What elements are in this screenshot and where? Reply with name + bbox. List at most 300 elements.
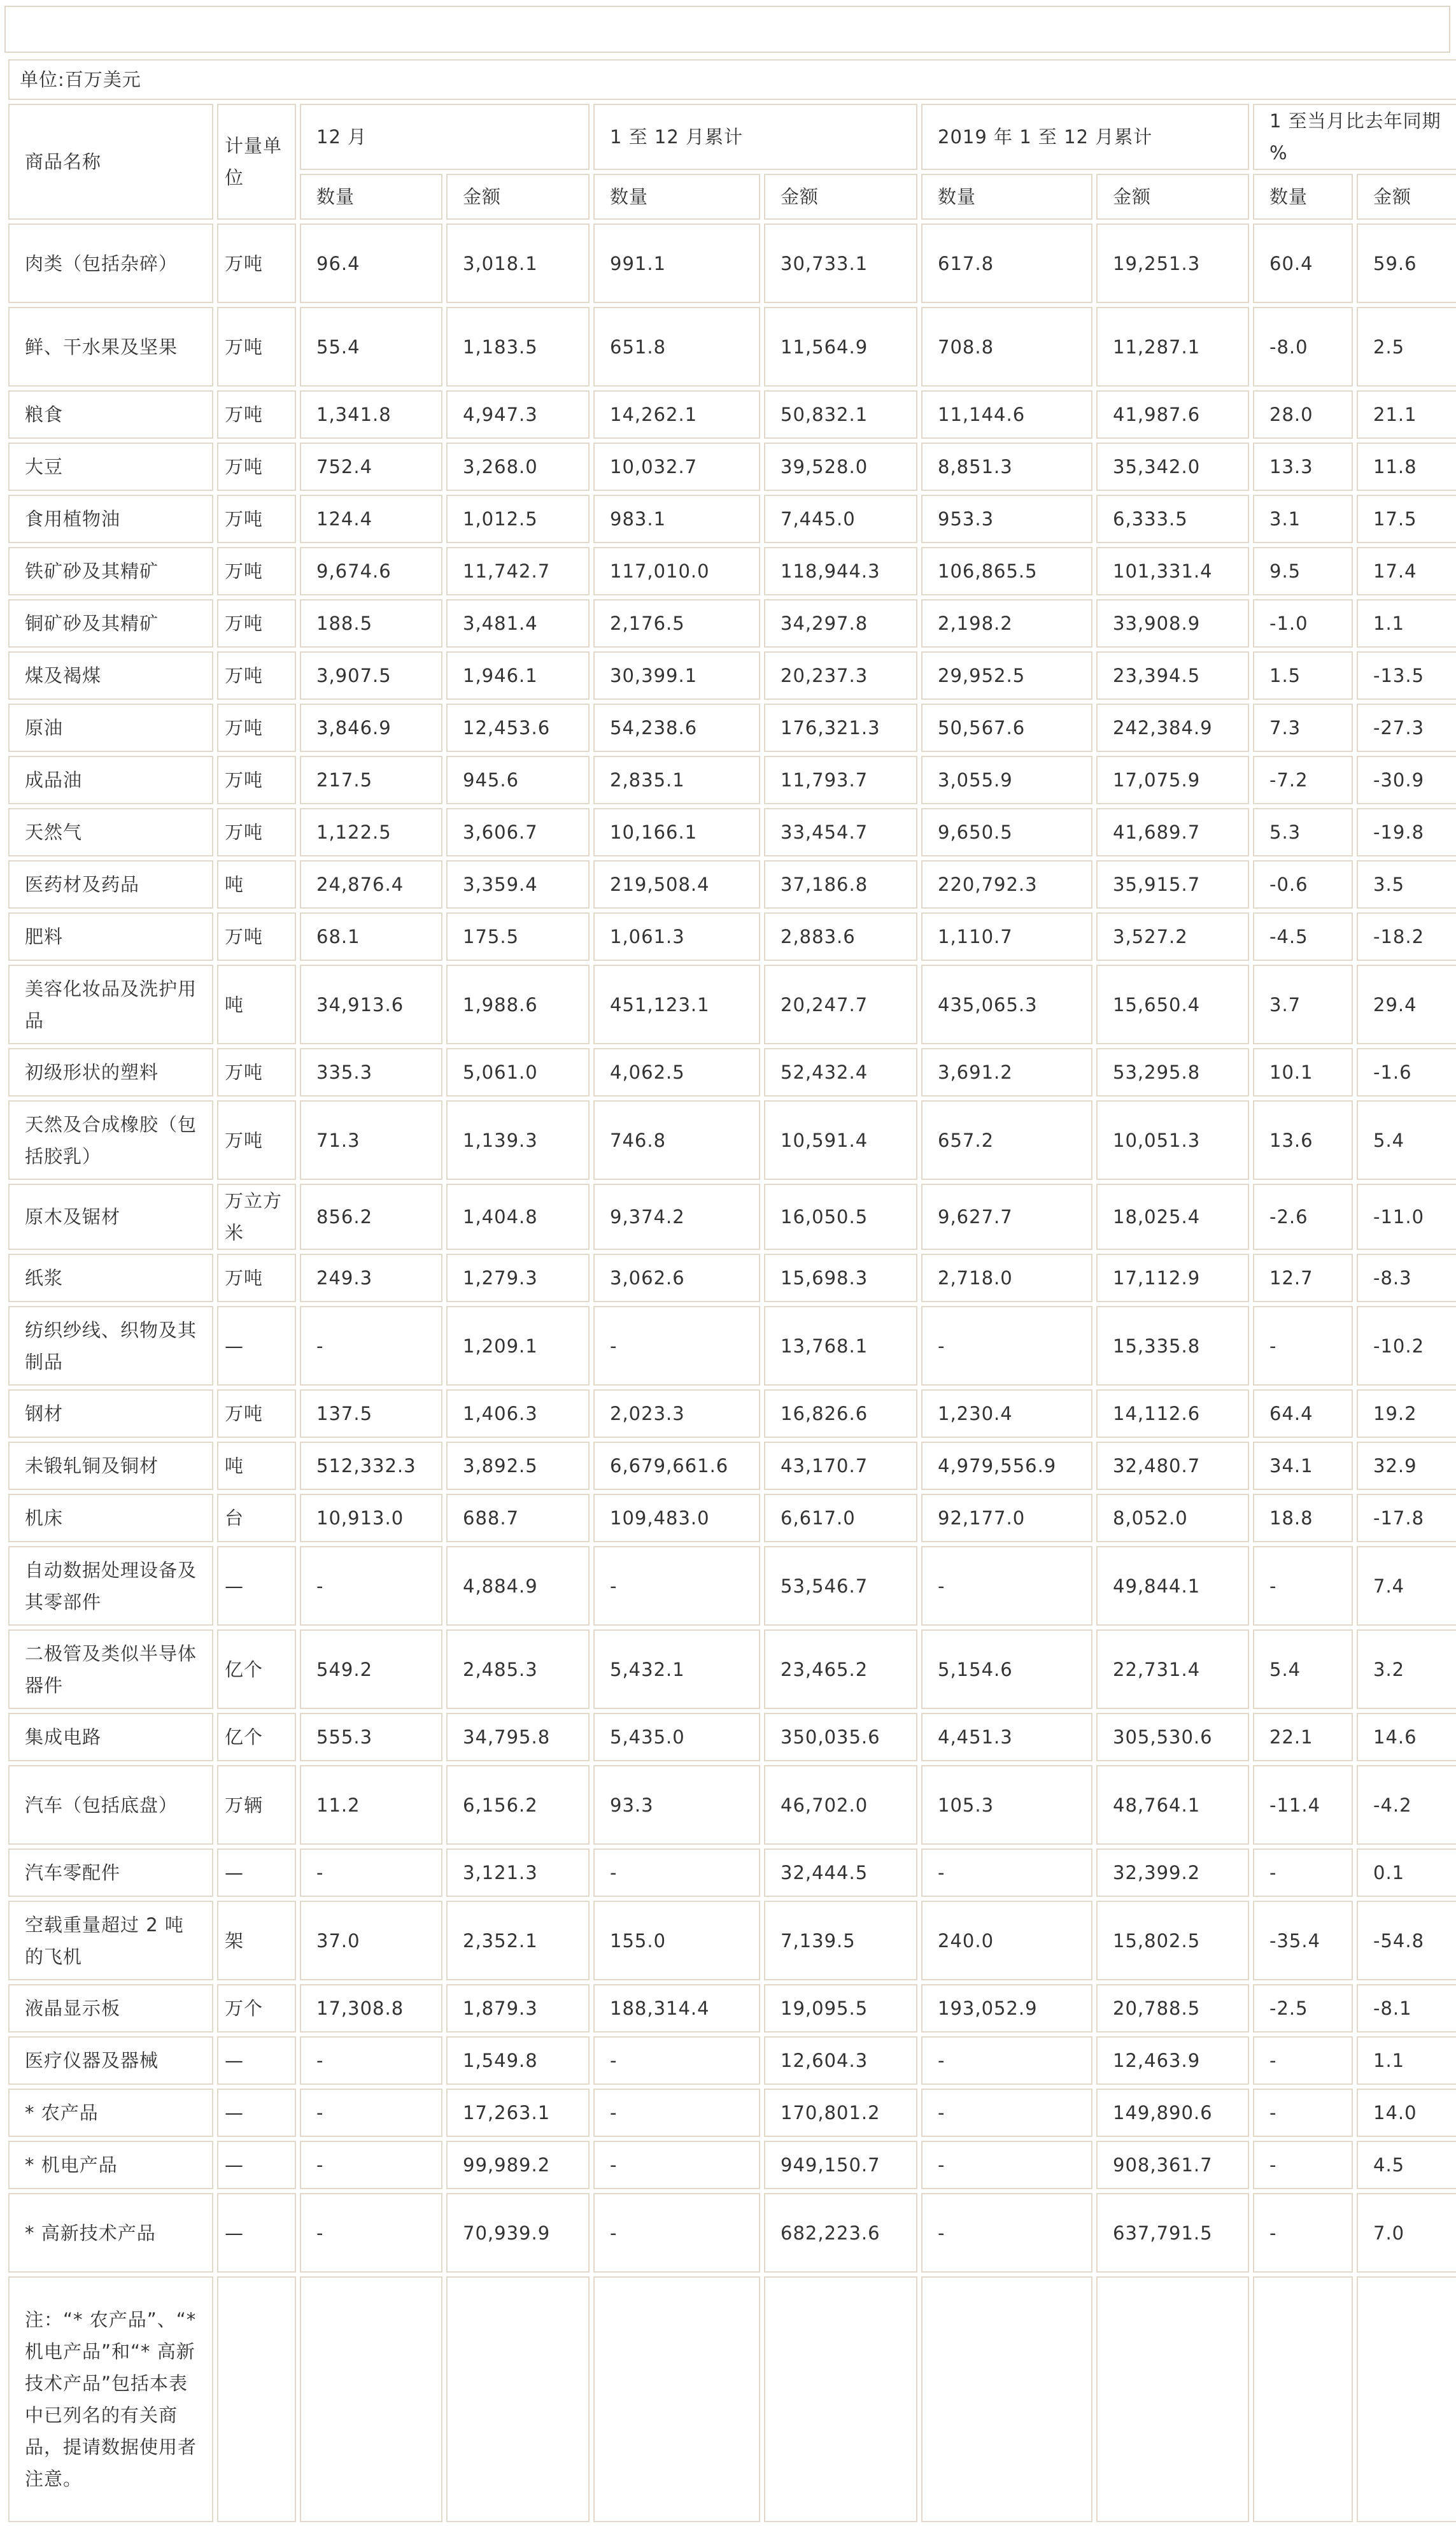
measure-unit-cell: 万吨 [217, 443, 296, 491]
measure-unit-cell: 架 [217, 1901, 296, 1980]
measure-unit-cell: 万吨 [217, 1389, 296, 1438]
value-cell: 1,183.5 [446, 307, 590, 387]
measure-unit-cell: 台 [217, 1494, 296, 1542]
value-cell: 20,788.5 [1096, 1984, 1249, 2033]
table-row [8, 1713, 1456, 1761]
value-cell: - [593, 2036, 760, 2085]
value-cell: 175.5 [446, 912, 590, 961]
value-cell: 28.0 [1253, 390, 1353, 439]
measure-unit-cell: 万吨 [217, 912, 296, 961]
value-cell: 60.4 [1253, 224, 1353, 303]
value-cell: 41,987.6 [1096, 390, 1249, 439]
value-cell: 13.3 [1253, 443, 1353, 491]
measure-unit-cell: 万吨 [217, 704, 296, 752]
value-cell: 5,432.1 [593, 1629, 760, 1709]
commodity-name-cell: 空载重量超过 2 吨的飞机 [8, 1901, 213, 1980]
header-amount: 金额 [446, 174, 590, 220]
value-cell: 101,331.4 [1096, 547, 1249, 595]
value-cell: 35,915.7 [1096, 860, 1249, 909]
value-cell: 11.8 [1357, 443, 1456, 491]
unit-row [8, 59, 1456, 100]
value-cell: 34,297.8 [764, 599, 917, 648]
value-cell: 32.9 [1357, 1442, 1456, 1490]
value-cell: 17,308.8 [300, 1984, 442, 2033]
value-cell: - [1253, 2036, 1353, 2085]
value-cell: 3.2 [1357, 1629, 1456, 1709]
value-cell: 220,792.3 [921, 860, 1092, 909]
value-cell: -54.8 [1357, 1901, 1456, 1980]
measure-unit-cell: 吨 [217, 1442, 296, 1490]
value-cell: 3,606.7 [446, 808, 590, 856]
table-row [8, 1048, 1456, 1096]
value-cell: 637,791.5 [1096, 2193, 1249, 2273]
value-cell: - [1253, 2089, 1353, 2137]
header-quantity: 数量 [593, 174, 760, 220]
measure-unit-cell: 吨 [217, 965, 296, 1044]
measure-unit-cell: — [217, 2141, 296, 2189]
value-cell: 3,062.6 [593, 1254, 760, 1302]
value-cell: 12,604.3 [764, 2036, 917, 2085]
value-cell: 53,546.7 [764, 1546, 917, 1626]
table-row [8, 965, 1456, 1044]
value-cell: 55.4 [300, 307, 442, 387]
empty-cell [1357, 2276, 1456, 2522]
value-cell: 50,832.1 [764, 390, 917, 439]
value-cell: 4.5 [1357, 2141, 1456, 2189]
empty-cell [1096, 2276, 1249, 2522]
value-cell: 20,247.7 [764, 965, 917, 1044]
table-row [8, 1629, 1456, 1709]
value-cell: 22,731.4 [1096, 1629, 1249, 1709]
value-cell: -8.1 [1357, 1984, 1456, 2033]
measure-unit-cell: — [217, 2193, 296, 2273]
value-cell: 18.8 [1253, 1494, 1353, 1542]
value-cell: -13.5 [1357, 651, 1456, 700]
value-cell: - [300, 2089, 442, 2137]
value-cell: 7,445.0 [764, 495, 917, 543]
value-cell: 68.1 [300, 912, 442, 961]
value-cell: 34,913.6 [300, 965, 442, 1044]
value-cell: 350,035.6 [764, 1713, 917, 1761]
commodity-name-cell: 液晶显示板 [8, 1984, 213, 2033]
table-row [8, 2036, 1456, 2085]
value-cell: 16,050.5 [764, 1184, 917, 1250]
commodity-name-cell: 原油 [8, 704, 213, 752]
measure-unit-cell: 万辆 [217, 1765, 296, 1845]
value-cell: 14.0 [1357, 2089, 1456, 2137]
value-cell: 5,061.0 [446, 1048, 590, 1096]
commodity-name-cell: 大豆 [8, 443, 213, 491]
value-cell: 14.6 [1357, 1713, 1456, 1761]
value-cell: 1,110.7 [921, 912, 1092, 961]
header-row-1 [8, 104, 1456, 170]
value-cell: 52,432.4 [764, 1048, 917, 1096]
value-cell: 451,123.1 [593, 965, 760, 1044]
value-cell: 2.5 [1357, 307, 1456, 387]
value-cell: - [593, 2193, 760, 2273]
value-cell: 5,435.0 [593, 1713, 760, 1761]
value-cell: 1.5 [1253, 651, 1353, 700]
value-cell: 7.0 [1357, 2193, 1456, 2273]
value-cell: 1,879.3 [446, 1984, 590, 2033]
commodity-name-cell: 医药材及药品 [8, 860, 213, 909]
value-cell: -27.3 [1357, 704, 1456, 752]
value-cell: 39,528.0 [764, 443, 917, 491]
value-cell: 6,617.0 [764, 1494, 917, 1542]
table-row [8, 1901, 1456, 1980]
value-cell: 24,876.4 [300, 860, 442, 909]
value-cell: 4,979,556.9 [921, 1442, 1092, 1490]
table-row [8, 1848, 1456, 1897]
value-cell: 14,262.1 [593, 390, 760, 439]
commodity-name-cell: 成品油 [8, 756, 213, 804]
value-cell: - [300, 1306, 442, 1386]
table-row [8, 1765, 1456, 1845]
empty-cell [217, 2276, 296, 2522]
value-cell: - [921, 1848, 1092, 1897]
value-cell: 9.5 [1253, 547, 1353, 595]
value-cell: 19.2 [1357, 1389, 1456, 1438]
value-cell: 2,176.5 [593, 599, 760, 648]
value-cell: 1,404.8 [446, 1184, 590, 1250]
table-row [8, 307, 1456, 387]
table-row [8, 756, 1456, 804]
value-cell: -1.0 [1253, 599, 1353, 648]
value-cell: 170,801.2 [764, 2089, 917, 2137]
value-cell: 96.4 [300, 224, 442, 303]
commodity-name-cell: 纸浆 [8, 1254, 213, 1302]
value-cell: 137.5 [300, 1389, 442, 1438]
value-cell: 746.8 [593, 1100, 760, 1180]
value-cell: 21.1 [1357, 390, 1456, 439]
value-cell: 1,012.5 [446, 495, 590, 543]
table-row [8, 1546, 1456, 1626]
unit-label: 单位:百万美元 [8, 59, 1456, 100]
value-cell: 5.4 [1357, 1100, 1456, 1180]
value-cell: 15,335.8 [1096, 1306, 1249, 1386]
value-cell: 41,689.7 [1096, 808, 1249, 856]
value-cell: 1,341.8 [300, 390, 442, 439]
table-title-box [4, 6, 1450, 53]
commodity-name-cell: 天然气 [8, 808, 213, 856]
value-cell: 30,399.1 [593, 651, 760, 700]
value-cell: 555.3 [300, 1713, 442, 1761]
header-quantity: 数量 [1253, 174, 1353, 220]
value-cell: 1.1 [1357, 599, 1456, 648]
value-cell: 435,065.3 [921, 965, 1092, 1044]
value-cell: 651.8 [593, 307, 760, 387]
value-cell: 240.0 [921, 1901, 1092, 1980]
commodity-name-cell: 二极管及类似半导体器件 [8, 1629, 213, 1709]
value-cell: 2,198.2 [921, 599, 1092, 648]
value-cell: 3.7 [1253, 965, 1353, 1044]
value-cell: 2,883.6 [764, 912, 917, 961]
value-cell: -19.8 [1357, 808, 1456, 856]
value-cell: 856.2 [300, 1184, 442, 1250]
value-cell: 105.3 [921, 1765, 1092, 1845]
commodity-name-cell: 肉类（包括杂碎） [8, 224, 213, 303]
value-cell: 1,946.1 [446, 651, 590, 700]
value-cell: 688.7 [446, 1494, 590, 1542]
value-cell: 335.3 [300, 1048, 442, 1096]
value-cell: 18,025.4 [1096, 1184, 1249, 1250]
measure-unit-cell: 亿个 [217, 1713, 296, 1761]
value-cell: 16,826.6 [764, 1389, 917, 1438]
value-cell: 11,564.9 [764, 307, 917, 387]
value-cell: 1,988.6 [446, 965, 590, 1044]
value-cell: 1,406.3 [446, 1389, 590, 1438]
commodity-name-cell: * 高新技术产品 [8, 2193, 213, 2273]
commodity-name-cell: * 农产品 [8, 2089, 213, 2137]
value-cell: -8.0 [1253, 307, 1353, 387]
value-cell: - [921, 2141, 1092, 2189]
measure-unit-cell: 万吨 [217, 599, 296, 648]
value-cell: - [300, 2193, 442, 2273]
value-cell: - [1253, 2193, 1353, 2273]
value-cell: 3.5 [1357, 860, 1456, 909]
value-cell: 23,394.5 [1096, 651, 1249, 700]
value-cell: -1.6 [1357, 1048, 1456, 1096]
footnote: 注：“* 农产品”、“* 机电产品”和“* 高新技术产品”包括本表中已列名的有关商品，提请数据使用者注意。 [8, 2276, 213, 2522]
measure-unit-cell: 万立方米 [217, 1184, 296, 1250]
value-cell: 11,144.6 [921, 390, 1092, 439]
value-cell: 953.3 [921, 495, 1092, 543]
value-cell: 991.1 [593, 224, 760, 303]
value-cell: 7.4 [1357, 1546, 1456, 1626]
value-cell: 1.1 [1357, 2036, 1456, 2085]
commodity-name-cell: 钢材 [8, 1389, 213, 1438]
header-quantity: 数量 [921, 174, 1092, 220]
value-cell: 53,295.8 [1096, 1048, 1249, 1096]
value-cell: 9,374.2 [593, 1184, 760, 1250]
value-cell: 682,223.6 [764, 2193, 917, 2273]
measure-unit-cell: — [217, 2036, 296, 2085]
value-cell: - [300, 1848, 442, 1897]
value-cell: 43,170.7 [764, 1442, 917, 1490]
value-cell: 10.1 [1253, 1048, 1353, 1096]
value-cell: - [593, 2141, 760, 2189]
value-cell: 5,154.6 [921, 1629, 1092, 1709]
value-cell: 3,691.2 [921, 1048, 1092, 1096]
commodity-name-cell: 汽车（包括底盘） [8, 1765, 213, 1845]
value-cell: - [1253, 1306, 1353, 1386]
value-cell: 17,075.9 [1096, 756, 1249, 804]
value-cell: 23,465.2 [764, 1629, 917, 1709]
value-cell: 6,679,661.6 [593, 1442, 760, 1490]
value-cell: 3,907.5 [300, 651, 442, 700]
value-cell: -7.2 [1253, 756, 1353, 804]
commodity-name-cell: 医疗仪器及器械 [8, 2036, 213, 2085]
table-row [8, 704, 1456, 752]
value-cell: 7.3 [1253, 704, 1353, 752]
header-amount: 金额 [764, 174, 917, 220]
value-cell: 242,384.9 [1096, 704, 1249, 752]
value-cell: 2,835.1 [593, 756, 760, 804]
value-cell: 92,177.0 [921, 1494, 1092, 1542]
value-cell: 10,591.4 [764, 1100, 917, 1180]
value-cell: -18.2 [1357, 912, 1456, 961]
commodity-name-cell: 集成电路 [8, 1713, 213, 1761]
measure-unit-cell: 万吨 [217, 756, 296, 804]
measure-unit-cell: 万个 [217, 1984, 296, 2033]
value-cell: 8,052.0 [1096, 1494, 1249, 1542]
value-cell: 19,251.3 [1096, 224, 1249, 303]
value-cell: 2,718.0 [921, 1254, 1092, 1302]
table-row [8, 1254, 1456, 1302]
value-cell: - [1253, 2141, 1353, 2189]
value-cell: -2.6 [1253, 1184, 1353, 1250]
value-cell: 4,884.9 [446, 1546, 590, 1626]
import-commodities-table [4, 55, 1456, 2526]
table-row [8, 1984, 1456, 2033]
value-cell: 9,650.5 [921, 808, 1092, 856]
value-cell: 99,989.2 [446, 2141, 590, 2189]
value-cell: 2,485.3 [446, 1629, 590, 1709]
value-cell: - [300, 2036, 442, 2085]
commodity-name-cell: 鲜、干水果及坚果 [8, 307, 213, 387]
value-cell: 17.4 [1357, 547, 1456, 595]
value-cell: 9,674.6 [300, 547, 442, 595]
value-cell: 9,627.7 [921, 1184, 1092, 1250]
value-cell: - [593, 1848, 760, 1897]
value-cell: 17.5 [1357, 495, 1456, 543]
value-cell: -8.3 [1357, 1254, 1456, 1302]
value-cell: 3,268.0 [446, 443, 590, 491]
value-cell: 617.8 [921, 224, 1092, 303]
value-cell: -35.4 [1253, 1901, 1353, 1980]
header-commodity-name: 商品名称 [8, 104, 213, 220]
measure-unit-cell: 万吨 [217, 1254, 296, 1302]
value-cell: 3,527.2 [1096, 912, 1249, 961]
header-quantity: 数量 [300, 174, 442, 220]
value-cell: 193,052.9 [921, 1984, 1092, 2033]
value-cell: 4,947.3 [446, 390, 590, 439]
value-cell: 983.1 [593, 495, 760, 543]
value-cell: 1,230.4 [921, 1389, 1092, 1438]
value-cell: 71.3 [300, 1100, 442, 1180]
value-cell: 908,361.7 [1096, 2141, 1249, 2189]
commodity-name-cell: 铁矿砂及其精矿 [8, 547, 213, 595]
value-cell: 17,112.9 [1096, 1254, 1249, 1302]
commodity-name-cell: 自动数据处理设备及其零部件 [8, 1546, 213, 1626]
table-row [8, 495, 1456, 543]
value-cell: - [1253, 1546, 1353, 1626]
value-cell: - [593, 2089, 760, 2137]
measure-unit-cell: 亿个 [217, 1629, 296, 1709]
value-cell: 945.6 [446, 756, 590, 804]
empty-cell [593, 2276, 760, 2522]
value-cell: 70,939.9 [446, 2193, 590, 2273]
value-cell: 188.5 [300, 599, 442, 648]
value-cell: 2,352.1 [446, 1901, 590, 1980]
value-cell: 13,768.1 [764, 1306, 917, 1386]
measure-unit-cell: — [217, 1848, 296, 1897]
measure-unit-cell: 万吨 [217, 547, 296, 595]
commodity-name-cell: 未锻轧铜及铜材 [8, 1442, 213, 1490]
value-cell: 15,650.4 [1096, 965, 1249, 1044]
value-cell: 10,166.1 [593, 808, 760, 856]
value-cell: 37,186.8 [764, 860, 917, 909]
value-cell: 37.0 [300, 1901, 442, 1980]
value-cell: 117,010.0 [593, 547, 760, 595]
table-row [8, 808, 1456, 856]
commodity-name-cell: 天然及合成橡胶（包括胶乳） [8, 1100, 213, 1180]
measure-unit-cell: 万吨 [217, 495, 296, 543]
table-row [8, 1494, 1456, 1542]
value-cell: 34.1 [1253, 1442, 1353, 1490]
value-cell: 54,238.6 [593, 704, 760, 752]
table-row [8, 599, 1456, 648]
measure-unit-cell: — [217, 2089, 296, 2137]
value-cell: -10.2 [1357, 1306, 1456, 1386]
value-cell: 22.1 [1253, 1713, 1353, 1761]
value-cell: 149,890.6 [1096, 2089, 1249, 2137]
table-row [8, 2089, 1456, 2137]
value-cell: 1,139.3 [446, 1100, 590, 1180]
header-amount: 金额 [1357, 174, 1456, 220]
value-cell: 3,892.5 [446, 1442, 590, 1490]
value-cell: 10,032.7 [593, 443, 760, 491]
value-cell: 11,793.7 [764, 756, 917, 804]
value-cell: 5.3 [1253, 808, 1353, 856]
empty-cell [764, 2276, 917, 2522]
value-cell: 1,209.1 [446, 1306, 590, 1386]
table-row [8, 224, 1456, 303]
measure-unit-cell: 万吨 [217, 1100, 296, 1180]
value-cell: 2,023.3 [593, 1389, 760, 1438]
value-cell: 48,764.1 [1096, 1765, 1249, 1845]
table-row [8, 390, 1456, 439]
value-cell: 12.7 [1253, 1254, 1353, 1302]
value-cell: 4,451.3 [921, 1713, 1092, 1761]
value-cell: 19,095.5 [764, 1984, 917, 2033]
value-cell: 3,018.1 [446, 224, 590, 303]
note-row [8, 2276, 1456, 2522]
value-cell: -4.5 [1253, 912, 1353, 961]
commodity-name-cell: 初级形状的塑料 [8, 1048, 213, 1096]
value-cell: 549.2 [300, 1629, 442, 1709]
value-cell: - [921, 2089, 1092, 2137]
value-cell: -4.2 [1357, 1765, 1456, 1845]
value-cell: 35,342.0 [1096, 443, 1249, 491]
value-cell: 12,463.9 [1096, 2036, 1249, 2085]
value-cell: - [921, 2193, 1092, 2273]
value-cell: 106,865.5 [921, 547, 1092, 595]
value-cell: 512,332.3 [300, 1442, 442, 1490]
value-cell: - [593, 1306, 760, 1386]
value-cell: 1,549.8 [446, 2036, 590, 2085]
value-cell: 657.2 [921, 1100, 1092, 1180]
value-cell: - [921, 2036, 1092, 2085]
value-cell: 1,122.5 [300, 808, 442, 856]
table-row [8, 860, 1456, 909]
value-cell: 176,321.3 [764, 704, 917, 752]
value-cell: 15,698.3 [764, 1254, 917, 1302]
value-cell: -30.9 [1357, 756, 1456, 804]
value-cell: 13.6 [1253, 1100, 1353, 1180]
commodity-name-cell: 美容化妆品及洗护用品 [8, 965, 213, 1044]
value-cell: 8,851.3 [921, 443, 1092, 491]
commodity-name-cell: 铜矿砂及其精矿 [8, 599, 213, 648]
value-cell: 11,742.7 [446, 547, 590, 595]
header-2019-cumulative: 2019 年 1 至 12 月累计 [921, 104, 1249, 170]
value-cell: 15,802.5 [1096, 1901, 1249, 1980]
commodity-name-cell: 肥料 [8, 912, 213, 961]
value-cell: 1,279.3 [446, 1254, 590, 1302]
table-row [8, 547, 1456, 595]
measure-unit-cell: 万吨 [217, 808, 296, 856]
value-cell: 219,508.4 [593, 860, 760, 909]
